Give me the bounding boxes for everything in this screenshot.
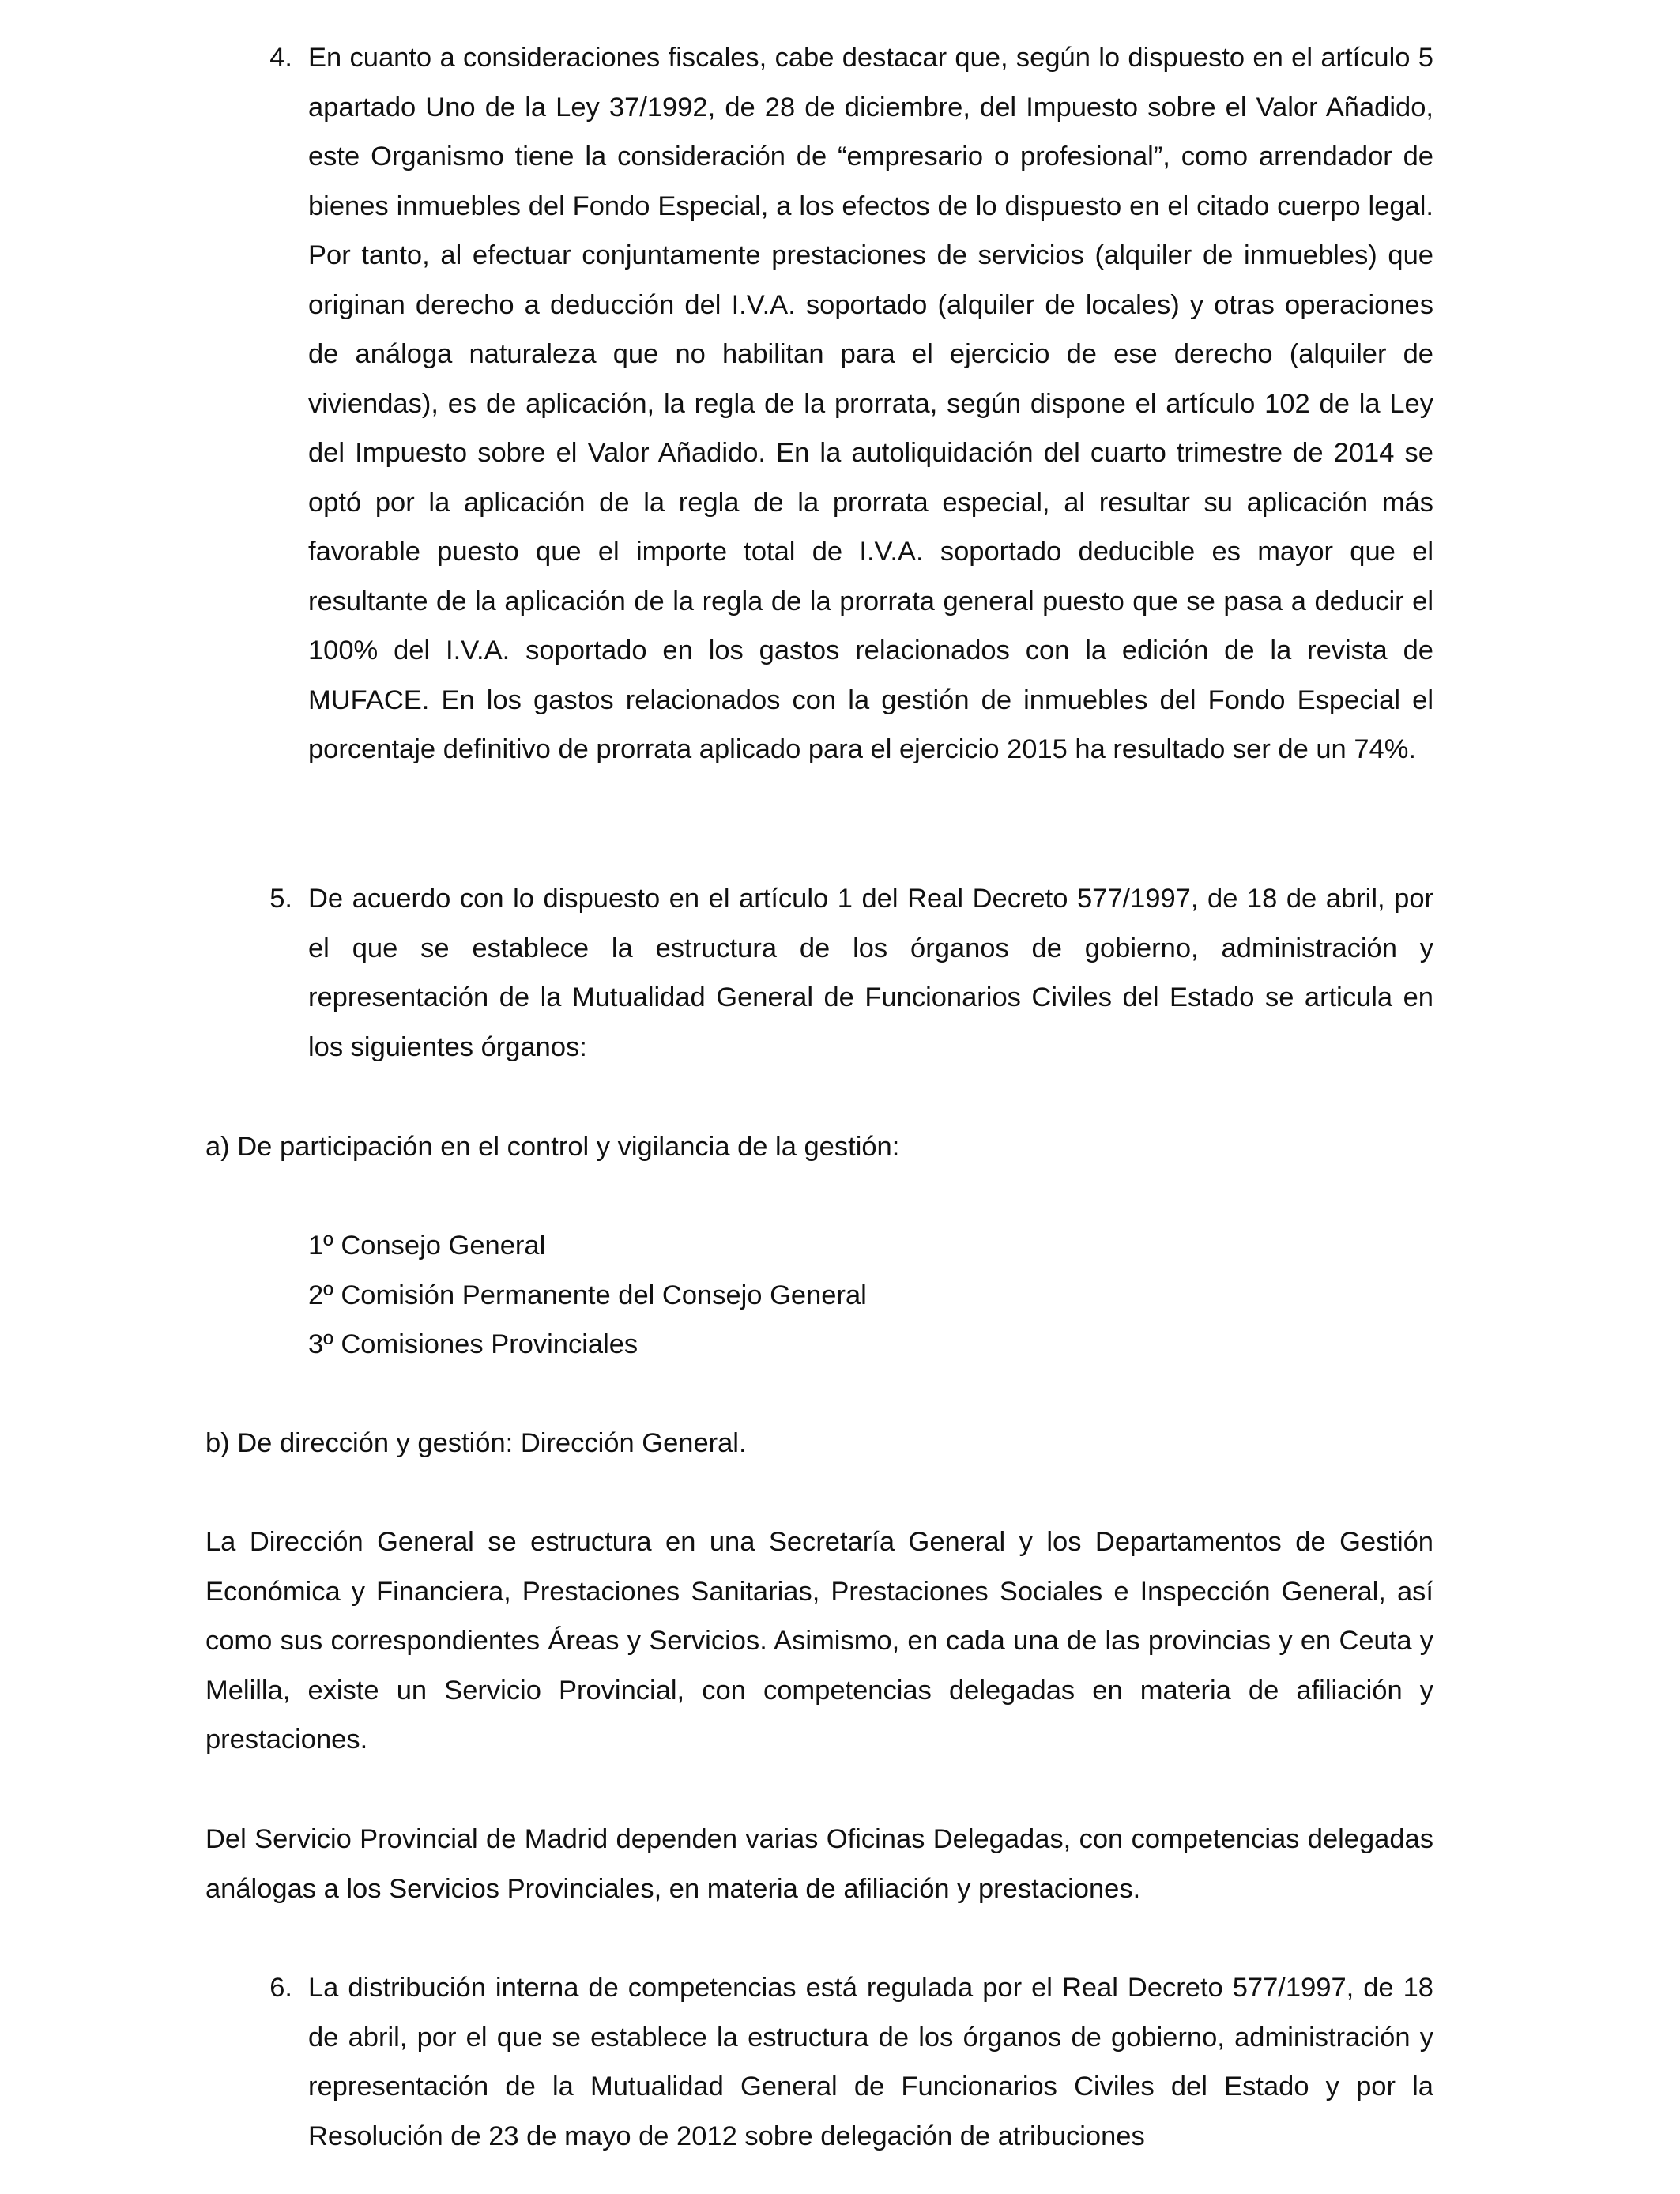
section-b-heading: b) De dirección y gestión: Dirección General. (205, 1428, 747, 1458)
list-item-6 (269, 1963, 1433, 2161)
list-number: 4. (269, 43, 292, 73)
list-item-4 (269, 33, 1433, 775)
sublist-item: 3º Comisiones Provinciales (308, 1329, 638, 1359)
list-item-text: De acuerdo con lo dispuesto en el artículo 1 del Real Decreto 577/1997, de 18 de abril, por el que se establece la estructura de los órganos de gobierno, administración y representación de la Mutualidad General de Funcionarios Civiles del Estado se articula en los siguientes órganos: (308, 884, 1433, 1062)
list-item-text: En cuanto a consideraciones fiscales, cabe destacar que, según lo dispuesto en el artículo 5 apartado Uno de la Ley 37/1992, de 28 de diciembre, del Impuesto sobre el Valor Añadido, este Organismo tiene la consideración de “empresario o profesional”, como arrendador de bienes inmuebles del Fondo Especial, a los efectos de lo dispuesto en el citado cuerpo legal. Por tanto, al efectuar conjuntamente prestaciones de servicios (alquiler de inmuebles) que originan derecho a deducción del I.V.A. soportado (alquiler de locales) y otras operaciones de análoga naturaleza que no habilitan para el ejercicio de ese derecho (alquiler de viviendas), es de aplicación, la regla de la prorrata, según dispone el artículo 102 de la Ley del Impuesto sobre el Valor Añadido. En la autoliquidación del cuarto trimestre de 2014 se optó por la aplicación de la regla de la prorrata especial, al resultar su aplicación más favorable puesto que el importe total de I.V.A. soportado deducible es mayor que el resultante de la aplicación de la regla de la prorrata general puesto que se pasa a deducir el 100% del I.V.A. soportado en los gastos relacionados con la edición de la revista de MUFACE. En los gastos relacionados con la gestión de inmuebles del Fondo Especial el porcentaje definitivo de prorrata aplicado para el ejercicio 2015 ha resultado ser de un 74%. (308, 43, 1433, 764)
paragraph-direccion-general: La Dirección General se estructura en una Secretaría General y los Departamentos de Gestión Económica y Financiera, Prestaciones Sanitarias, Prestaciones Sociales e Inspección General, así como sus correspondientes Áreas y Servicios. Asimismo, en cada una de las provincias y en Ceuta y Melilla, existe un Servicio Provincial, con competencias delegadas en materia de afiliación y prestaciones. (205, 1527, 1433, 1755)
list-number: 6. (269, 1973, 292, 2003)
list-item-text: La distribución interna de competencias está regulada por el Real Decreto 577/1997, de 18 de abril, por el que se establece la estructura de los órganos de gobierno, administración y representación de la Mutualidad General de Funcionarios Civiles del Estado y por la Resolución de 23 de mayo de 2012 sobre delegación de atribuciones (308, 1973, 1433, 2151)
list-item-5 (269, 874, 1433, 1072)
section-a-heading: a) De participación en el control y vigilancia de la gestión: (205, 1132, 900, 1162)
paragraph-madrid: Del Servicio Provincial de Madrid dependen varias Oficinas Delegadas, con competencias delegadas análogas a los Servicios Provinciales, en materia de afiliación y prestaciones. (205, 1824, 1433, 1904)
sublist-item: 2º Comisión Permanente del Consejo General (308, 1280, 867, 1310)
list-number: 5. (269, 884, 292, 914)
sublist-item: 1º Consejo General (308, 1231, 546, 1261)
